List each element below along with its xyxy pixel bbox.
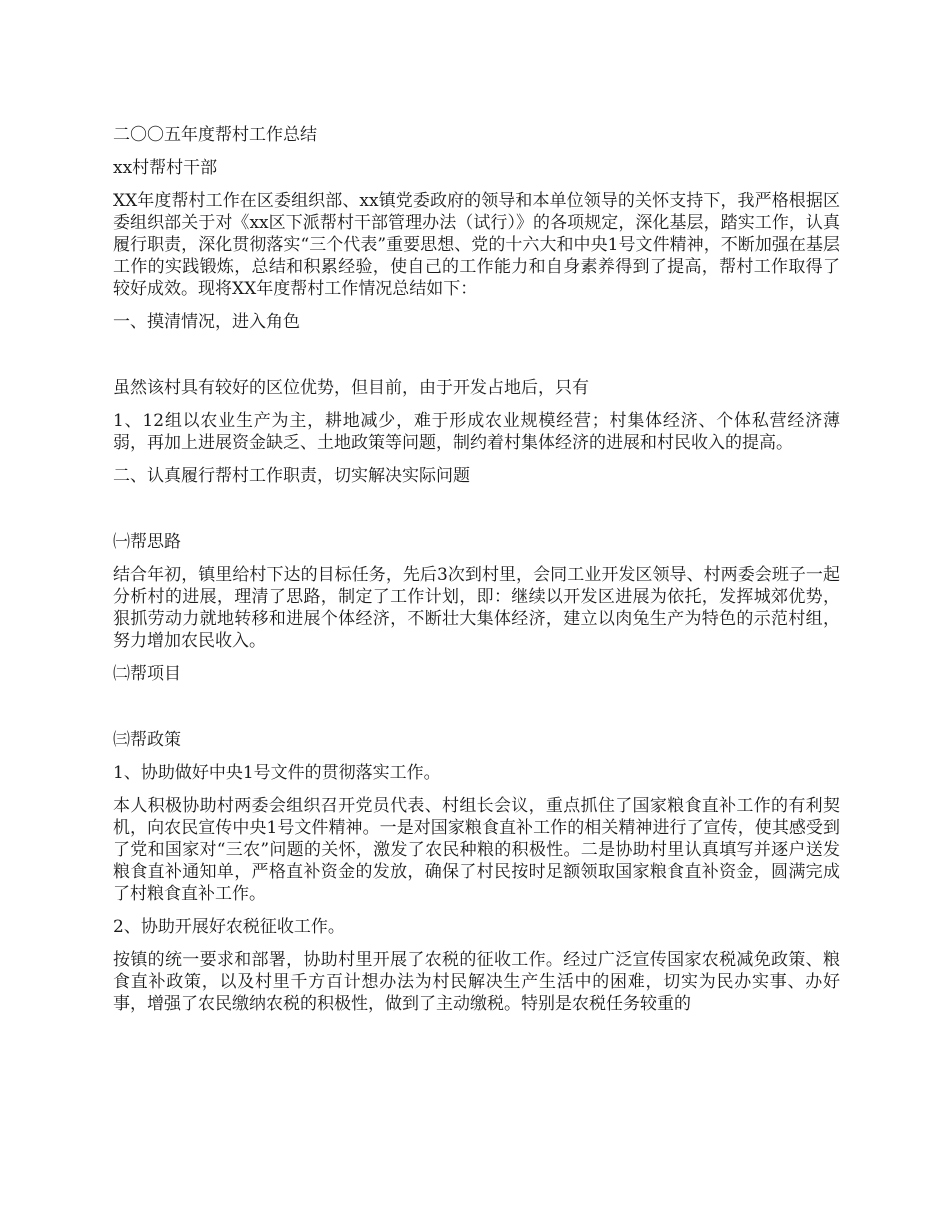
intro-paragraph: XX年度帮村工作在区委组织部、xx镇党委政府的领导和本单位领导的关怀支持下，我严格根据区委组织部关于对《xx区下派帮村干部管理办法（试行）》的各项规定，深化基层，踏实工作，认真履行职责，深化贯彻落实“三个代表”重要思想、党的十六大和中央1号文件精神，不断加强在基层工作的实践锻炼，总结和积累经验，使自己的工作能力和自身素养得到了提高，帮村工作取得了较好成效。现将XX年度帮村工作情况总结如下：: [113, 191, 840, 299]
document-title: 二〇〇五年度帮村工作总结: [113, 125, 317, 145]
item-heading-1: 1、协助做好中央1号文件的贯彻落实工作。: [113, 763, 441, 783]
section-heading-1: 一、摸清情况，进入角色: [113, 312, 300, 332]
paragraph-agriculture: 1、12组以农业生产为主，耕地减少，难于形成农业规模经营；村集体经济、个体私营经济薄弱，再加上进展资金缺乏、土地政策等问题，制约着村集体经济的进展和村民收入的提高。: [113, 411, 840, 453]
paragraph-tax-collection: 按镇的统一要求和部署，协助村里开展了农税的征收工作。经过广泛宣传国家农税减免政策、粮食直补政策，以及村里千方百计想办法为村民解决生产生活中的困难，切实为民办实事、办好事，增强了农民缴纳农税的积极性，做到了主动缴税。特别是农税任务较重的: [113, 950, 840, 1014]
paragraph-ideas: 结合年初，镇里给村下达的目标任务，先后3次到村里，会同工业开发区领导、村两委会班子一起分析村的进展，理清了思路，制定了工作计划，即：继续以开发区进展为依托，发挥城郊优势，狠抓劳动力就地转移和进展个体经济，不断壮大集体经济，建立以肉兔生产为特色的示范村组，努力增加农民收入。: [113, 565, 840, 651]
document-author: xx村帮村干部: [113, 158, 218, 178]
subheading-policy: ㈢帮政策: [113, 730, 181, 750]
section-heading-2: 二、认真履行帮村工作职责，切实解决实际问题: [113, 466, 470, 486]
paragraph-location: 虽然该村具有较好的区位优势，但目前，由于开发占地后，只有: [113, 378, 589, 398]
document-body: [113, 124, 840, 1026]
subheading-ideas: ㈠帮思路: [113, 532, 181, 552]
subheading-projects: ㈡帮项目: [113, 664, 181, 684]
paragraph-grain-subsidy: 本人积极协助村两委会组织召开党员代表、村组长会议，重点抓住了国家粮食直补工作的有利契机，向农民宣传中央1号文件精神。一是对国家粮食直补工作的相关精神进行了宣传，使其感受到了党和国家对“三农”问题的关怀，激发了农民种粮的积极性。二是协助村里认真填写并逐户送发粮食直补通知单，严格直补资金的发放，确保了村民按时足额领取国家粮食直补资金，圆满完成了村粮食直补工作。: [113, 796, 840, 904]
item-heading-2: 2、协助开展好农税征收工作。: [113, 917, 345, 937]
